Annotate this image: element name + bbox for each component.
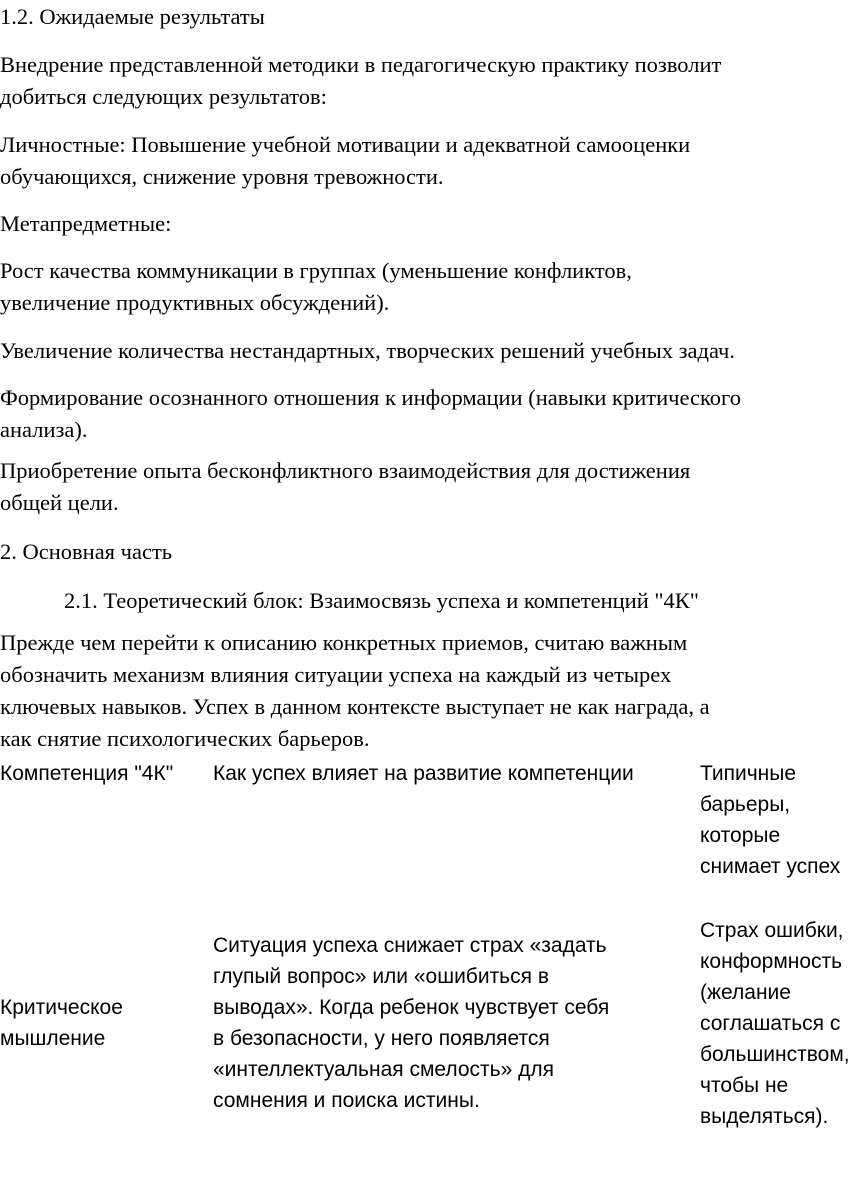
cell-text: глупый вопрос» или «ошибиться в: [213, 965, 549, 988]
table-cell-influence: [213, 930, 693, 1116]
cell-text: в безопасности, у него появляется: [213, 1027, 550, 1050]
personal-results-line: обучающихся, снижение уровня тревожности.: [0, 164, 444, 189]
cell-text: конформность: [700, 950, 843, 973]
header-text: Как успех влияет на развитие компетенции: [213, 762, 634, 785]
section-heading: 1.2. Ожидаемые результаты: [0, 4, 265, 29]
personal-results-line: Личностные: Повышение учебной мотивации и адекватной самооценки: [0, 132, 691, 157]
cell-text: большинством,: [700, 1043, 850, 1066]
meta-item-line: Увеличение количества нестандартных, творческих решений учебных задач.: [0, 338, 735, 363]
header-text: барьеры,: [700, 793, 791, 816]
cell-text: Критическое: [0, 996, 123, 1019]
cell-text: «интеллектуальная смелость» для: [213, 1058, 554, 1081]
meta-item-line: Рост качества коммуникации в группах (уменьшение конфликтов,: [0, 258, 632, 283]
table-header-competence: [0, 758, 205, 789]
cell-text: сомнения и поиска истины.: [213, 1089, 480, 1112]
cell-text: Ситуация успеха снижает страх «задать: [213, 934, 607, 957]
header-text: Компетенция "4К": [0, 762, 174, 785]
table-cell-competence: [0, 992, 205, 1054]
meta-item-line: Приобретение опыта бесконфликтного взаимодействия для достижения: [0, 458, 691, 483]
paragraph-line: обозначить механизм влияния ситуации успеха на каждый из четырех: [0, 662, 672, 687]
section-heading: 2. Основная часть: [0, 539, 173, 564]
paragraph-line: ключевых навыков. Успех в данном контексте выступает не как награда, а: [0, 694, 710, 719]
paragraph-line: как снятие психологических барьеров.: [0, 726, 370, 751]
meta-item-line: Формирование осознанного отношения к информации (навыки критического: [0, 385, 741, 410]
intro-line: Внедрение представленной методики в педагогическую практику позволит: [0, 52, 722, 77]
meta-item-line: увеличение продуктивных обсуждений).: [0, 290, 390, 315]
meta-item-line: общей цели.: [0, 490, 119, 515]
cell-text: соглашаться с: [700, 1012, 841, 1035]
header-text: Типичные: [700, 762, 797, 785]
cell-text: выводах». Когда ребенок чувствует себя: [213, 996, 610, 1019]
subsection-heading: 2.1. Теоретический блок: Взаимосвязь успеха и компетенций "4К": [64, 588, 699, 613]
table-header-influence: [213, 758, 693, 789]
meta-item-line: анализа).: [0, 417, 88, 442]
cell-text: выделяться).: [700, 1105, 829, 1128]
table-cell-barriers: [700, 915, 850, 1132]
cell-text: чтобы не: [700, 1074, 789, 1097]
header-text: снимает успех: [700, 855, 841, 878]
cell-text: Страх ошибки,: [700, 919, 844, 942]
paragraph-line: Прежде чем перейти к описанию конкретных приемов, считаю важным: [0, 630, 688, 655]
cell-text: мышление: [0, 1027, 106, 1050]
table-header-barriers: [700, 758, 841, 882]
intro-line: добиться следующих результатов:: [0, 84, 327, 109]
cell-text: (желание: [700, 981, 791, 1004]
meta-heading: Метапредметные:: [0, 211, 172, 236]
header-text: которые: [700, 824, 781, 847]
